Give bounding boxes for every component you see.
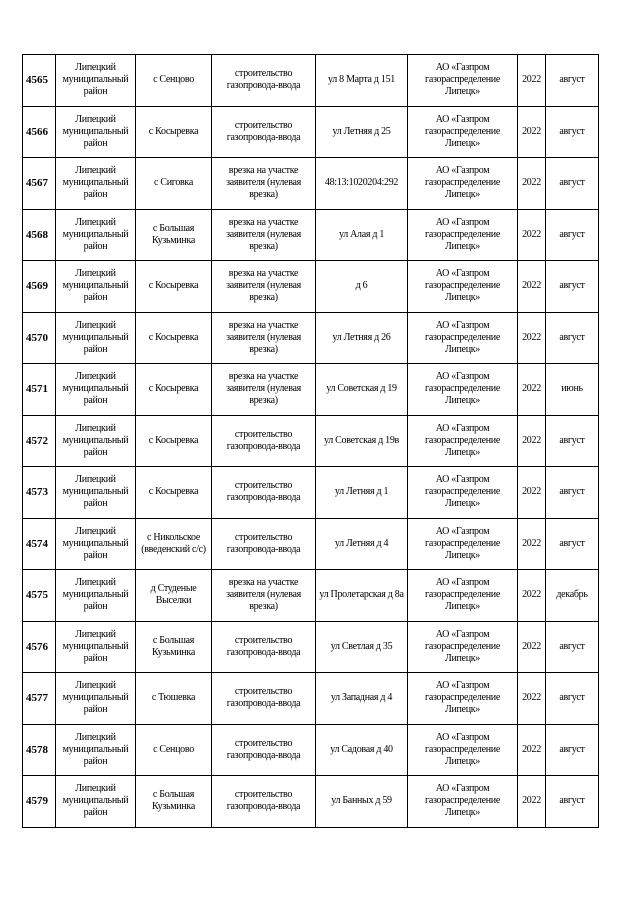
work-type-cell: строительство газопровода-ввода: [212, 467, 316, 519]
month-cell: август: [546, 158, 599, 210]
table-row: [23, 312, 599, 364]
organization-cell: АО «Газпром газораспределение Липецк»: [408, 158, 518, 210]
organization-cell: АО «Газпром газораспределение Липецк»: [408, 621, 518, 673]
organization-cell: АО «Газпром газораспределение Липецк»: [408, 570, 518, 622]
district-cell: Липецкий муниципальный район: [56, 621, 136, 673]
address-cell: ул 8 Марта д 151: [316, 55, 408, 107]
district-cell: Липецкий муниципальный район: [56, 776, 136, 828]
work-type-cell: строительство газопровода-ввода: [212, 776, 316, 828]
district-cell: Липецкий муниципальный район: [56, 673, 136, 725]
work-type-cell: строительство газопровода-ввода: [212, 621, 316, 673]
district-cell: Липецкий муниципальный район: [56, 415, 136, 467]
month-cell: август: [546, 724, 599, 776]
row-number: 4565: [23, 55, 56, 107]
table-row: [23, 570, 599, 622]
work-type-cell: врезка на участке заявителя (нулевая врезка): [212, 209, 316, 261]
settlement-cell: с Тюшевка: [136, 673, 212, 725]
settlement-cell: с Косыревка: [136, 364, 212, 416]
district-cell: Липецкий муниципальный район: [56, 518, 136, 570]
address-cell: ул Алая д 1: [316, 209, 408, 261]
settlement-cell: с Косыревка: [136, 106, 212, 158]
year-cell: 2022: [518, 673, 546, 725]
table-row: [23, 776, 599, 828]
settlement-cell: с Косыревка: [136, 261, 212, 313]
settlement-cell: с Большая Кузьминка: [136, 621, 212, 673]
table-row: [23, 209, 599, 261]
organization-cell: АО «Газпром газораспределение Липецк»: [408, 106, 518, 158]
month-cell: август: [546, 415, 599, 467]
table-row: [23, 158, 599, 210]
row-number: 4568: [23, 209, 56, 261]
table-row: [23, 467, 599, 519]
work-type-cell: строительство газопровода-ввода: [212, 724, 316, 776]
month-cell: август: [546, 518, 599, 570]
table-row: [23, 55, 599, 107]
district-cell: Липецкий муниципальный район: [56, 55, 136, 107]
year-cell: 2022: [518, 209, 546, 261]
settlement-cell: д Студеные Выселки: [136, 570, 212, 622]
organization-cell: АО «Газпром газораспределение Липецк»: [408, 518, 518, 570]
organization-cell: АО «Газпром газораспределение Липецк»: [408, 55, 518, 107]
address-cell: ул Светлая д 35: [316, 621, 408, 673]
settlement-cell: с Большая Кузьминка: [136, 209, 212, 261]
year-cell: 2022: [518, 55, 546, 107]
row-number: 4570: [23, 312, 56, 364]
month-cell: август: [546, 55, 599, 107]
address-cell: ул Летняя д 25: [316, 106, 408, 158]
row-number: 4572: [23, 415, 56, 467]
work-type-cell: врезка на участке заявителя (нулевая врезка): [212, 364, 316, 416]
district-cell: Липецкий муниципальный район: [56, 209, 136, 261]
table-row: [23, 261, 599, 313]
work-type-cell: врезка на участке заявителя (нулевая врезка): [212, 261, 316, 313]
organization-cell: АО «Газпром газораспределение Липецк»: [408, 776, 518, 828]
district-cell: Липецкий муниципальный район: [56, 467, 136, 519]
row-number: 4566: [23, 106, 56, 158]
district-cell: Липецкий муниципальный район: [56, 570, 136, 622]
year-cell: 2022: [518, 776, 546, 828]
settlement-cell: с Косыревка: [136, 415, 212, 467]
year-cell: 2022: [518, 467, 546, 519]
settlement-cell: с Косыревка: [136, 312, 212, 364]
work-type-cell: строительство газопровода-ввода: [212, 415, 316, 467]
work-type-cell: врезка на участке заявителя (нулевая врезка): [212, 570, 316, 622]
row-number: 4567: [23, 158, 56, 210]
district-cell: Липецкий муниципальный район: [56, 158, 136, 210]
settlement-cell: с Никольское (введенский с/с): [136, 518, 212, 570]
address-cell: ул Западная д 4: [316, 673, 408, 725]
organization-cell: АО «Газпром газораспределение Липецк»: [408, 364, 518, 416]
settlement-cell: с Сенцово: [136, 724, 212, 776]
work-type-cell: строительство газопровода-ввода: [212, 55, 316, 107]
organization-cell: АО «Газпром газораспределение Липецк»: [408, 261, 518, 313]
organization-cell: АО «Газпром газораспределение Липецк»: [408, 415, 518, 467]
year-cell: 2022: [518, 312, 546, 364]
table-row: [23, 673, 599, 725]
settlement-cell: с Сенцово: [136, 55, 212, 107]
address-cell: д 6: [316, 261, 408, 313]
table-row: [23, 518, 599, 570]
district-cell: Липецкий муниципальный район: [56, 261, 136, 313]
address-cell: ул Советская д 19: [316, 364, 408, 416]
work-type-cell: врезка на участке заявителя (нулевая врезка): [212, 158, 316, 210]
year-cell: 2022: [518, 261, 546, 313]
settlement-cell: с Косыревка: [136, 467, 212, 519]
row-number: 4575: [23, 570, 56, 622]
work-type-cell: строительство газопровода-ввода: [212, 518, 316, 570]
year-cell: 2022: [518, 724, 546, 776]
work-type-cell: врезка на участке заявителя (нулевая врезка): [212, 312, 316, 364]
table-row: [23, 415, 599, 467]
table-row: [23, 621, 599, 673]
data-table: [22, 54, 599, 828]
district-cell: Липецкий муниципальный район: [56, 724, 136, 776]
work-type-cell: строительство газопровода-ввода: [212, 106, 316, 158]
month-cell: август: [546, 673, 599, 725]
district-cell: Липецкий муниципальный район: [56, 106, 136, 158]
month-cell: август: [546, 261, 599, 313]
year-cell: 2022: [518, 621, 546, 673]
organization-cell: АО «Газпром газораспределение Липецк»: [408, 312, 518, 364]
district-cell: Липецкий муниципальный район: [56, 364, 136, 416]
address-cell: ул Летняя д 4: [316, 518, 408, 570]
month-cell: август: [546, 312, 599, 364]
row-number: 4579: [23, 776, 56, 828]
organization-cell: АО «Газпром газораспределение Липецк»: [408, 467, 518, 519]
address-cell: ул Банных д 59: [316, 776, 408, 828]
year-cell: 2022: [518, 415, 546, 467]
month-cell: август: [546, 209, 599, 261]
month-cell: август: [546, 106, 599, 158]
row-number: 4573: [23, 467, 56, 519]
month-cell: декабрь: [546, 570, 599, 622]
row-number: 4569: [23, 261, 56, 313]
settlement-cell: с Сиговка: [136, 158, 212, 210]
month-cell: июнь: [546, 364, 599, 416]
month-cell: август: [546, 776, 599, 828]
table-body: [23, 55, 599, 828]
year-cell: 2022: [518, 364, 546, 416]
row-number: 4577: [23, 673, 56, 725]
organization-cell: АО «Газпром газораспределение Липецк»: [408, 673, 518, 725]
year-cell: 2022: [518, 570, 546, 622]
table-row: [23, 364, 599, 416]
work-type-cell: строительство газопровода-ввода: [212, 673, 316, 725]
settlement-cell: с Большая Кузьминка: [136, 776, 212, 828]
row-number: 4576: [23, 621, 56, 673]
year-cell: 2022: [518, 158, 546, 210]
table-row: [23, 106, 599, 158]
row-number: 4578: [23, 724, 56, 776]
table-row: [23, 724, 599, 776]
address-cell: ул Летняя д 1: [316, 467, 408, 519]
month-cell: август: [546, 467, 599, 519]
address-cell: ул Советская д 19в: [316, 415, 408, 467]
row-number: 4574: [23, 518, 56, 570]
year-cell: 2022: [518, 518, 546, 570]
row-number: 4571: [23, 364, 56, 416]
address-cell: ул Пролетарская д 8а: [316, 570, 408, 622]
month-cell: август: [546, 621, 599, 673]
organization-cell: АО «Газпром газораспределение Липецк»: [408, 724, 518, 776]
organization-cell: АО «Газпром газораспределение Липецк»: [408, 209, 518, 261]
district-cell: Липецкий муниципальный район: [56, 312, 136, 364]
address-cell: 48:13:1020204:292: [316, 158, 408, 210]
address-cell: ул Садовая д 40: [316, 724, 408, 776]
year-cell: 2022: [518, 106, 546, 158]
address-cell: ул Летняя д 26: [316, 312, 408, 364]
